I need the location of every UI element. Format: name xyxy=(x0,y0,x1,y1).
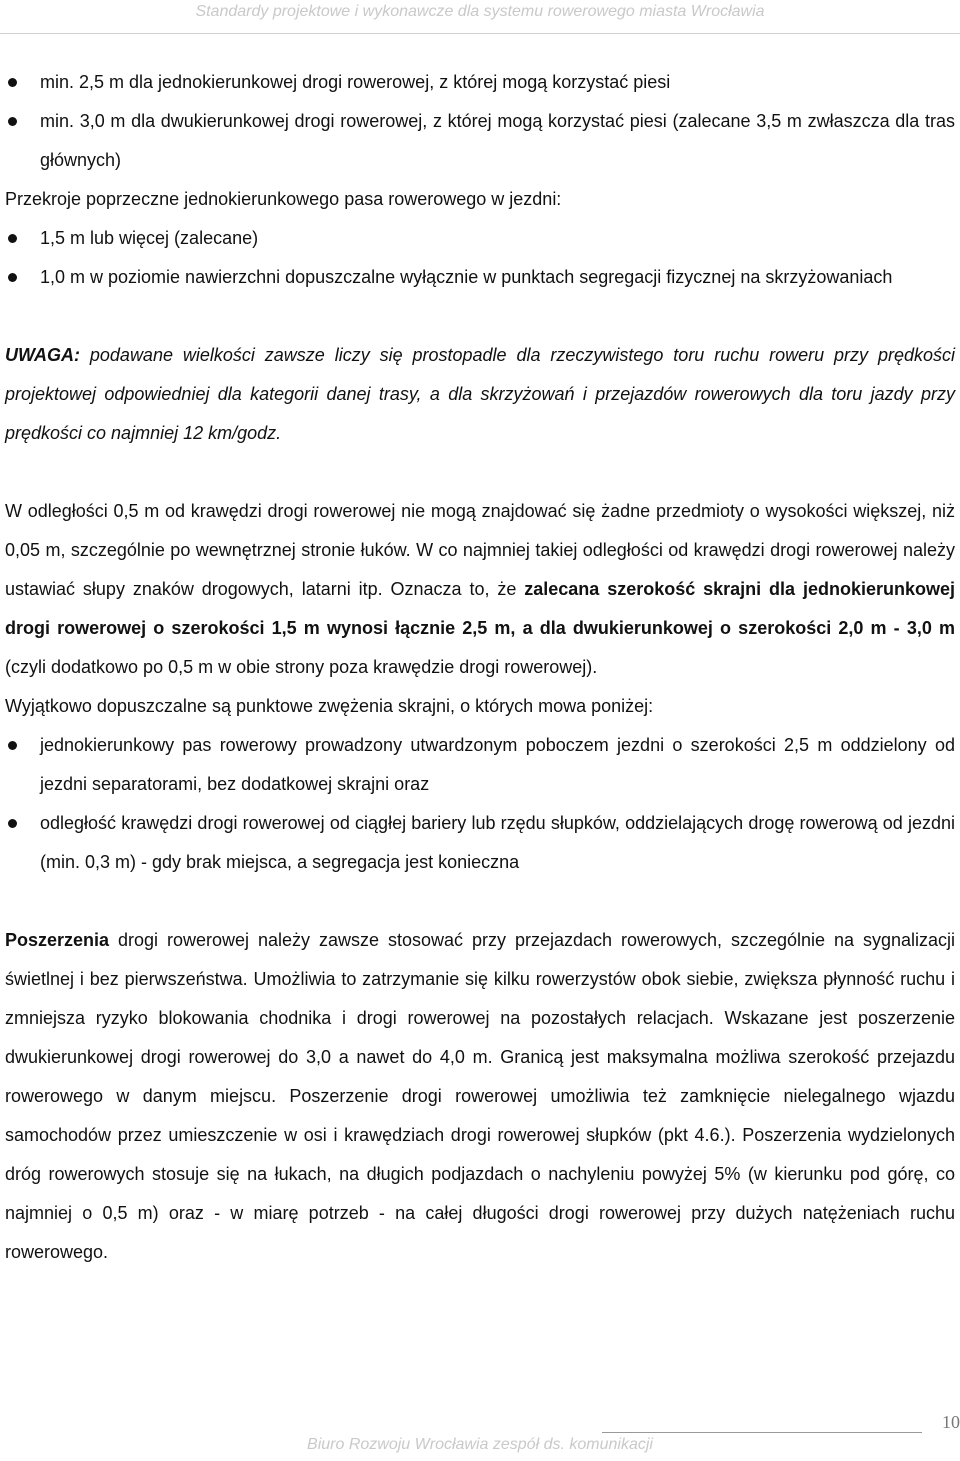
page-footer: Biuro Rozwoju Wrocławia zespół ds. komunikacji xyxy=(307,1436,653,1453)
widening-bold-term: Poszerzenia xyxy=(5,930,110,950)
list-item: 1,5 m lub więcej (zalecane) xyxy=(5,219,955,258)
list-item: odległość krawędzi drogi rowerowej od ciągłej bariery lub rzędu słupków, oddzielających drogę rowerową od jezdni (min. 0,3 m) - gdy brak miejsca, a segregacja jest konieczna xyxy=(5,804,955,882)
cross-section-list xyxy=(5,219,955,297)
width-requirements-list xyxy=(5,63,955,180)
page-header: Standardy projektowe i wykonawcze dla systemu rowerowego miasta Wrocławia xyxy=(195,3,765,20)
clearance-paragraph xyxy=(5,492,955,687)
spacer xyxy=(5,882,955,921)
exceptions-paragraph: Wyjątkowo dopuszczalne są punktowe zwężenia skrajni, o których mowa poniżej: xyxy=(5,696,654,716)
clearance-text-1: W odległości 0,5 m od krawędzi drogi rowerowej nie mogą znajdować się żadne przedmioty o wysokości większej, niż 0,05 m, szczególnie po wewnętrznej stronie łuków. W co najmniej takiej odległości od krawędzi drogi rowerowej należy ustawiać słupy znaków drogowych, latarni itp. Oznacza to, że xyxy=(5,501,955,599)
widening-text: drogi rowerowej należy zawsze stosować przy przejazdach rowerowych, szczególnie na sygnalizacji świetlnej i bez pierwszeństwa. Umożliwia to zatrzymanie się kilku rowerzystów obok siebie, zwiększa płynność ruchu i zmniejsza ryzyko blokowania chodnika i drogi rowerowej na pozostałych relacjach. Wskazane jest poszerzenie dwukierunkowej drogi rowerowej do 3,0 a nawet do 4,0 m. Granicą jest maksymalna możliwa szerokość przejazdu rowerowego w danym miejscu. Poszerzenie drogi rowerowej umożliwia też zamknięcie nielegalnego wjazdu samochodów przez umieszczenie w osi i krawędziach drogi rowerowej słupków (pkt 4.6.). Poszerzenia wydzielonych dróg rowerowych stosuje się na łukach, na długich podjazdach o nachyleniu powyżej 5% (w kierunku pod górę, co najmniej o 0,5 m) oraz - w miarę potrzeb - na całej długości drogi rowerowej przy dużych natężeniach ruchu rowerowego. xyxy=(5,930,955,1262)
note-paragraph xyxy=(5,336,955,453)
list-item: 1,0 m w poziomie nawierzchni dopuszczalne wyłącznie w punktach segregacji fizycznej na skrzyżowaniach xyxy=(5,258,955,297)
list-item: min. 2,5 m dla jednokierunkowej drogi rowerowej, z której mogą korzystać piesi xyxy=(5,63,955,102)
exceptions-list xyxy=(5,726,955,882)
clearance-text-2: (czyli dodatkowo po 0,5 m w obie strony poza krawędzie drogi rowerowej). xyxy=(5,657,598,677)
footer-divider xyxy=(602,1432,922,1433)
document-body xyxy=(5,63,955,1272)
page-number: 10 xyxy=(942,1412,960,1432)
note-text: podawane wielkości zawsze liczy się prostopadle dla rzeczywistego toru ruchu roweru przy prędkości projektowej odpowiedniej dla kategorii danej trasy, a dla skrzyżowań i przejazdów rowerowych dla toru jazdy przy prędkości co najmniej 12 km/godz. xyxy=(5,345,955,443)
widening-paragraph xyxy=(5,921,955,1272)
header-divider xyxy=(0,33,960,34)
section-heading: Przekroje poprzeczne jednokierunkowego pasa rowerowego w jezdni: xyxy=(5,189,562,209)
list-item: min. 3,0 m dla dwukierunkowej drogi rowerowej, z której mogą korzystać piesi (zalecane 3,5 m zwłaszcza dla tras głównych) xyxy=(5,102,955,180)
clearance-bold-text: zalecana szerokość skrajni dla jednokierunkowej drogi rowerowej o szerokości 1,5 m wynosi łącznie 2,5 m, a dla dwukierunkowej o szerokości 2,0 m - 3,0 m xyxy=(5,579,955,638)
spacer xyxy=(5,453,955,492)
spacer xyxy=(5,297,955,336)
note-label: UWAGA: xyxy=(5,345,80,365)
list-item: jednokierunkowy pas rowerowy prowadzony utwardzonym poboczem jezdni o szerokości 2,5 m oddzielony od jezdni separatorami, bez dodatkowej skrajni oraz xyxy=(5,726,955,804)
